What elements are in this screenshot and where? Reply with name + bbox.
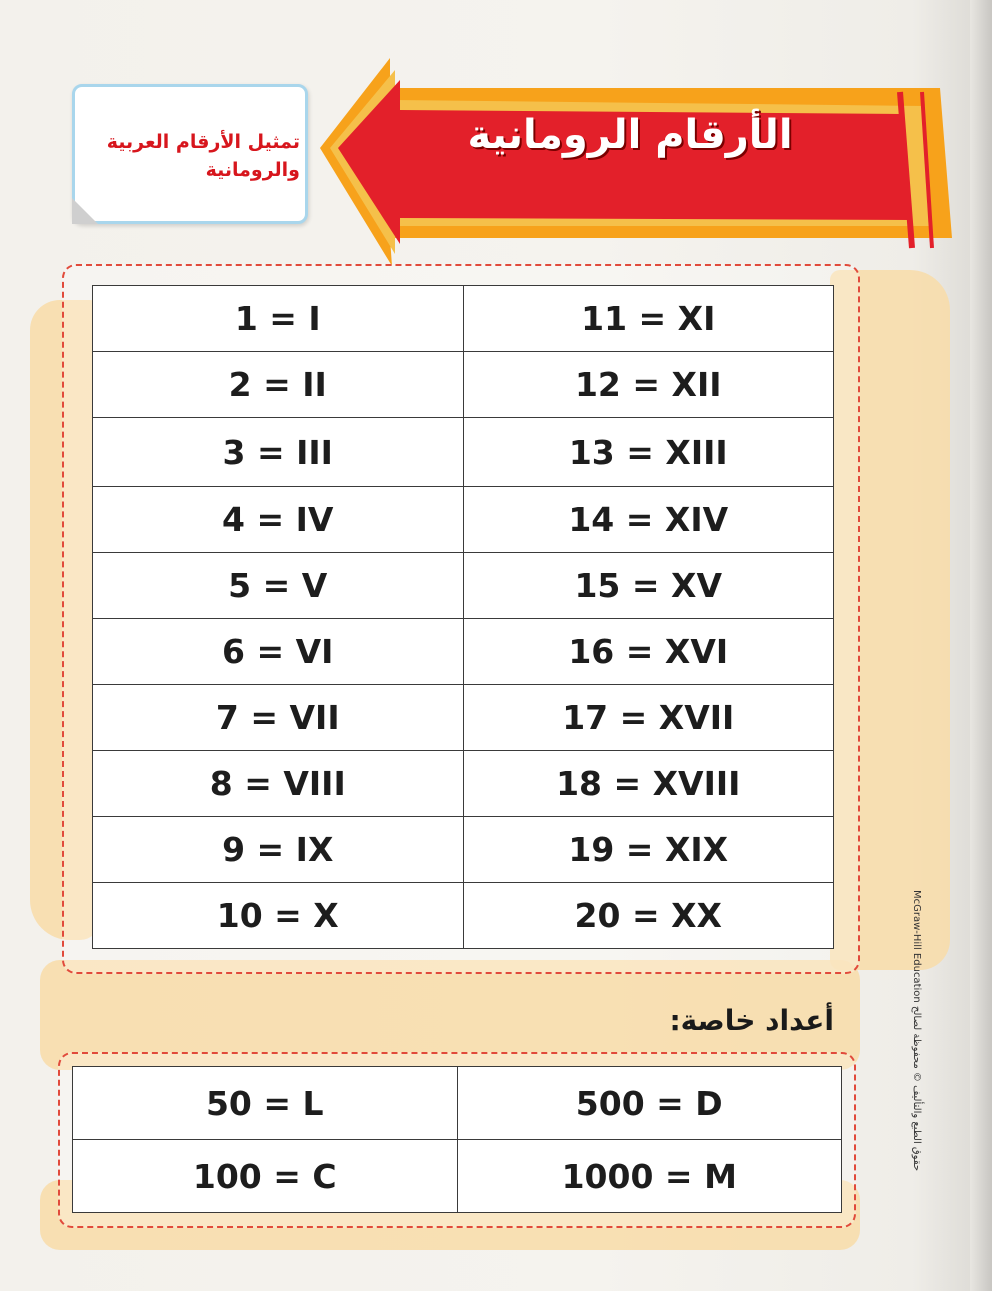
topic-note-text: تمثيل الأرقام العربية والرومانية — [106, 131, 300, 181]
table-row — [93, 286, 834, 352]
table-cell: 18 = XVIII — [463, 751, 834, 817]
table-row — [73, 1067, 842, 1140]
note-fold — [72, 198, 98, 224]
table-cell: 14 = XIV — [463, 487, 834, 553]
page-title: الأرقام الرومانية — [467, 112, 793, 158]
table-row — [93, 487, 834, 553]
table-cell: 15 = XV — [463, 553, 834, 619]
table-row — [93, 883, 834, 949]
table-cell: 5 = V — [93, 553, 464, 619]
special-numbers-title: أعداد خاصة: — [669, 1004, 834, 1037]
table-cell: 8 = VIII — [93, 751, 464, 817]
table-cell: 13 = XIII — [463, 418, 834, 487]
page-edge — [970, 0, 992, 1291]
roman-numerals-table — [92, 285, 834, 949]
table-cell: 12 = XII — [463, 352, 834, 418]
table-cell: 2 = II — [93, 352, 464, 418]
table-row — [93, 619, 834, 685]
table-cell: 1000 = M — [457, 1140, 842, 1213]
banner-arrow — [300, 48, 960, 268]
table-cell: 6 = VI — [93, 619, 464, 685]
table-cell: 20 = XX — [463, 883, 834, 949]
table-cell: 3 = III — [93, 418, 464, 487]
special-numbers-table — [72, 1066, 842, 1213]
table-row — [93, 553, 834, 619]
table-cell: 9 = IX — [93, 817, 464, 883]
table-cell: 4 = IV — [93, 487, 464, 553]
table-cell: 11 = XI — [463, 286, 834, 352]
copyright-text: McGraw-Hill Education حقوق الطبع والتأليف © محفوظة لصالح — [911, 890, 922, 1172]
table-row — [93, 418, 834, 487]
table-cell: 7 = VII — [93, 685, 464, 751]
table-row — [93, 352, 834, 418]
table-cell: 1 = I — [93, 286, 464, 352]
table-row — [93, 817, 834, 883]
table-cell: 10 = X — [93, 883, 464, 949]
table-row — [93, 685, 834, 751]
table-cell: 19 = XIX — [463, 817, 834, 883]
table-cell: 50 = L — [73, 1067, 458, 1140]
table-cell: 100 = C — [73, 1140, 458, 1213]
table-row — [93, 751, 834, 817]
copyright-note — [908, 890, 924, 1190]
table-cell: 16 = XVI — [463, 619, 834, 685]
table-cell: 500 = D — [457, 1067, 842, 1140]
table-row — [73, 1140, 842, 1213]
table-cell: 17 = XVII — [463, 685, 834, 751]
